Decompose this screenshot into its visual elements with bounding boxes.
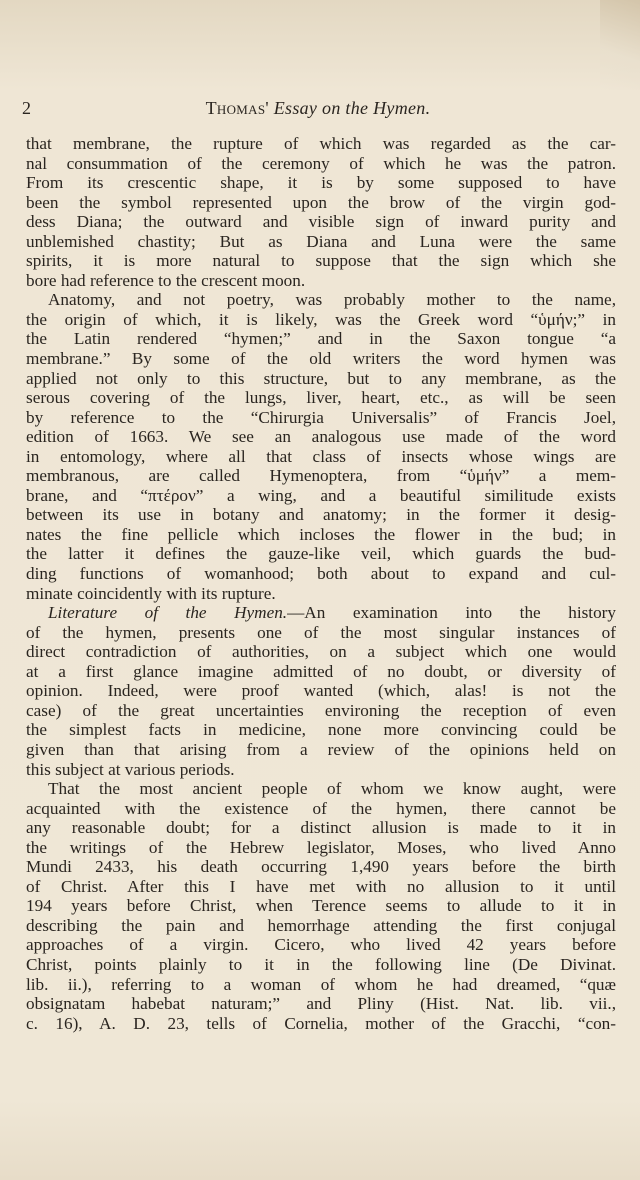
text-line: Mundi 2433, his death occurring 1,490 years before the birth [26, 857, 616, 877]
text-line: of Christ. After this I have met with no allusion to it until [26, 876, 616, 896]
text-line: edition of 1663. We see an analogous use made of the word [26, 427, 616, 447]
text-line: nal consummation of the ceremony of which he was the patron. [26, 153, 616, 173]
page-number: 2 [22, 98, 31, 118]
text-line: that membrane, the rupture of which was regarded as the car- [26, 134, 616, 153]
text-line: the writings of the Hebrew legislator, Moses, who lived Anno [26, 837, 616, 857]
text-line: c. 16), A. D. 23, tells of Cornelia, mother of the Gracchi, “con- [26, 1013, 616, 1033]
text-line: applied not only to this structure, but to any membrane, as the [26, 368, 616, 388]
text-line: Anatomy, and not poetry, was probably mother to the name, [48, 290, 616, 310]
section-heading: Literature of the Hymen. [48, 603, 288, 623]
text-line: case) of the great uncertainties environing the reception of even [26, 700, 616, 720]
text-line: dess Diana; the outward and visible sign of inward purity and [26, 212, 616, 232]
text-line: describing the pain and hemorrhage attending the first conjugal [26, 915, 616, 935]
running-head-title: Essay on the Hymen. [273, 98, 431, 118]
text-line: the latter it defines the gauze-like veil, which guards the bud- [26, 544, 616, 564]
text-line: given than that arising from a review of the opinions held on [26, 739, 616, 759]
running-head-author: Thomas' [205, 98, 269, 118]
text-line: between its use in botany and anatomy; in the former it desig- [26, 505, 616, 525]
text-line: unblemished chastity; But as Diana and Luna were the same [26, 231, 616, 251]
text-line: the Latin rendered “hymen;” and in the Saxon tongue “a [26, 329, 616, 349]
body-text [26, 134, 616, 1033]
text-line: direct contradiction of authorities, on a subject which one would [26, 642, 616, 662]
text-line: membranous, are called Hymenoptera, from “ὑμήν” a mem- [26, 466, 616, 486]
text-line: lib. ii.), referring to a woman of whom he had dreamed, “quæ [26, 974, 616, 994]
page-curl-shadow [600, 0, 640, 90]
text-line: 194 years before Christ, when Terence seems to allude to it in [26, 896, 616, 916]
running-head [18, 98, 618, 119]
text-line: been the symbol represented upon the brow of the virgin god- [26, 192, 616, 212]
text-line: From its crescentic shape, it is by some supposed to have [26, 173, 616, 193]
text-line: any reasonable doubt; for a distinct allusion is made to it in [26, 818, 616, 838]
text-line: Christ, points plainly to it in the following line (De Divinat. [26, 954, 616, 974]
text-line: obsignatam habebat naturam;” and Pliny (Hist. Nat. lib. vii., [26, 994, 616, 1014]
text-line: serous covering of the lungs, liver, heart, etc., as will be seen [26, 388, 616, 408]
text-line: brane, and “πτέρον” a wing, and a beautiful similitude exists [26, 485, 616, 505]
text-line: nates the fine pellicle which incloses the flower in the bud; in [26, 524, 616, 544]
text-line: the origin of which, it is likely, was the Greek word “ὑμήν;” in [26, 309, 616, 329]
page-header [18, 98, 618, 126]
text-line: Literature of the Hymen.—An examination into the history [48, 603, 616, 623]
text-line: membrane.” By some of the old writers the word hymen was [26, 349, 616, 369]
text-line: opinion. Indeed, were proof wanted (which, alas! is not the [26, 681, 616, 701]
text-line: by reference to the “Chirurgia Universalis” of Francis Joel, [26, 407, 616, 427]
text-line: spirits, it is more natural to suppose that the sign which she [26, 251, 616, 271]
text-line: the simplest facts in medicine, none more convincing could be [26, 720, 616, 740]
text-line: in entomology, where all that class of insects whose wings are [26, 446, 616, 466]
text-line: bore had reference to the crescent moon. [26, 270, 306, 290]
text-line: of the hymen, presents one of the most singular instances of [26, 622, 616, 642]
text-line: approaches of a virgin. Cicero, who lived 42 years before [26, 935, 616, 955]
text-line: this subject at various periods. [26, 759, 235, 779]
text-line: acquainted with the existence of the hymen, there cannot be [26, 798, 616, 818]
text-line: minate coincidently with its rupture. [26, 583, 276, 603]
text-line: That the most ancient people of whom we know aught, were [48, 779, 616, 799]
text-line: ding functions of womanhood; both about to expand and cul- [26, 564, 616, 584]
text-line: at a first glance imagine admitted of no doubt, or diversity of [26, 661, 616, 681]
